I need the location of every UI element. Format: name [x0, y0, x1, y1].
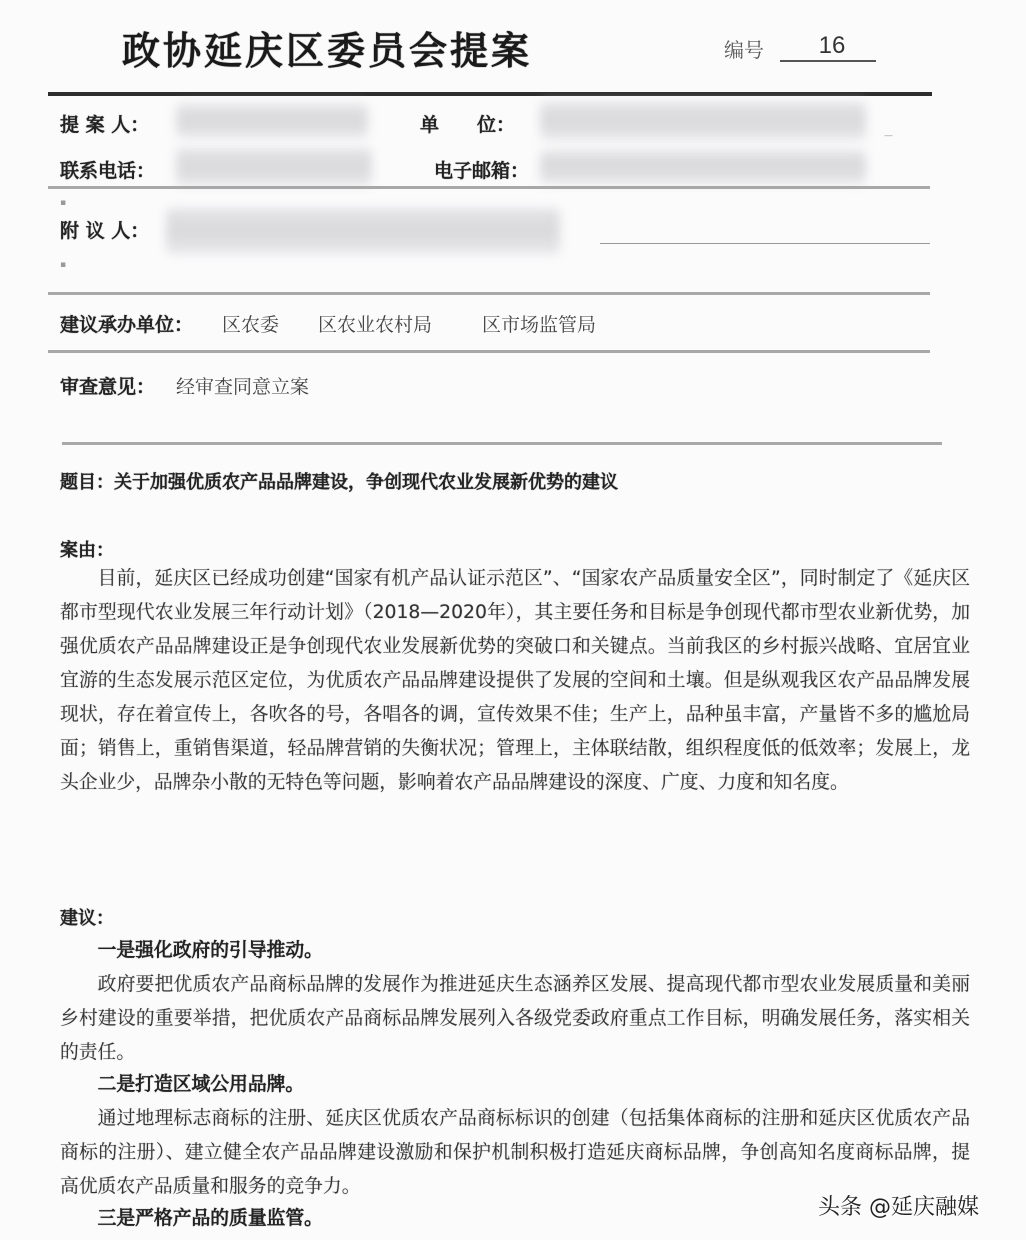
- serial-number: 16: [780, 32, 876, 62]
- section-divider: [48, 186, 930, 189]
- handling-unit: 区农委: [222, 314, 280, 336]
- suggestion-title: 三是严格产品的质量监管。: [97, 1208, 323, 1229]
- reason-text: 目前，延庆区已经成功创建“国家有机产品认证示范区”、“国家农产品质量安全区”，同时制定了《延庆区都市型现代农业发展三年行动计划》（2018—2020年），其主要任务和目标是争创现代都市型农业新优势，加强优质农产品品牌建设正是争创现代农业发展新优势的突破口和关键点。当前我区的乡村振兴战略、宜居宜业宜游的生态发展示范区定位，为优质农产品品牌建设提供了发展的空间和土壤。但是纵观我区农产品品牌发展现状，存在着宣传上，各吹各的号，各唱各的调，宣传效果不佳；生产上，品种虽丰富，产量皆不多的尴尬局面；销售上，重销售渠道，轻品牌营销的失衡状况；管理上，主体联结散，组织程度低的低效率；发展上，龙头企业少，品牌杂小散的无特色等问题，影响着农产品品牌建设的深度、广度、力度和知名度。: [60, 568, 970, 793]
- source-watermark: 头条 @延庆融媒: [818, 1195, 979, 1220]
- handling-unit: 区市场监管局: [482, 314, 597, 336]
- handling-unit: 区农业农村局: [318, 314, 433, 336]
- phone-value-redacted: [176, 148, 372, 186]
- reason-label: 案由：: [60, 540, 114, 561]
- unit-value-redacted: [540, 102, 866, 140]
- suggestion-item: [60, 934, 970, 1070]
- email-label: 电子邮箱：: [434, 160, 530, 182]
- suggestion-title: 一是强化政府的引导推动。: [97, 940, 323, 961]
- header-divider: [48, 92, 932, 96]
- section-divider: [62, 442, 942, 445]
- review-label: 审查意见：: [60, 376, 156, 398]
- section-divider: [48, 292, 930, 295]
- handling-units-label: 建议承办单位：: [60, 314, 194, 336]
- proposer-value-redacted: [176, 104, 368, 138]
- co-proposer-value-redacted: [166, 208, 560, 254]
- suggestion-text: 通过地理标志商标的注册、延庆区优质农产品商标标识的创建（包括集体商标的注册和延庆区优质农产品商标的注册）、建立健全农产品品牌建设激励和保护机制积极打造延庆商标品牌，争创高知名度商标品牌，提高优质农产品质量和服务的竞争力。: [60, 1108, 970, 1197]
- unit-label: 单 位：: [420, 114, 516, 136]
- serial-label: 编号: [724, 38, 764, 62]
- suggestion-title: 二是打造区域公用品牌。: [97, 1074, 305, 1095]
- scan-artifact: ▪: [60, 260, 67, 270]
- review-opinion: 经审查同意立案: [176, 376, 310, 398]
- proposal-subject: 关于加强优质农产品品牌建设，争创现代农业发展新优势的建议: [114, 472, 618, 493]
- subject-label: 题目：: [60, 472, 114, 493]
- proposer-label: 提 案 人：: [60, 114, 150, 136]
- suggestion-item: [60, 1068, 970, 1204]
- scan-artifact: —: [884, 131, 893, 141]
- scan-artifact: ▪: [60, 198, 67, 208]
- suggestion-text: 政府要把优质农产品商标品牌的发展作为推进延庆生态涵养区发展、提高现代都市型农业发展质量和美丽乡村建设的重要举措，把优质农产品商标品牌发展列入各级党委政府重点工作目标，明确发展任务，落实相关的责任。: [60, 974, 970, 1063]
- email-value-redacted: [540, 150, 866, 184]
- section-divider: [48, 350, 930, 353]
- co-proposer-label: 附 议 人：: [60, 220, 150, 242]
- document-title: 政协延庆区委员会提案: [122, 29, 533, 73]
- phone-label: 联系电话：: [60, 160, 156, 182]
- suggestions-label: 建议：: [60, 908, 114, 929]
- underline: [600, 243, 930, 244]
